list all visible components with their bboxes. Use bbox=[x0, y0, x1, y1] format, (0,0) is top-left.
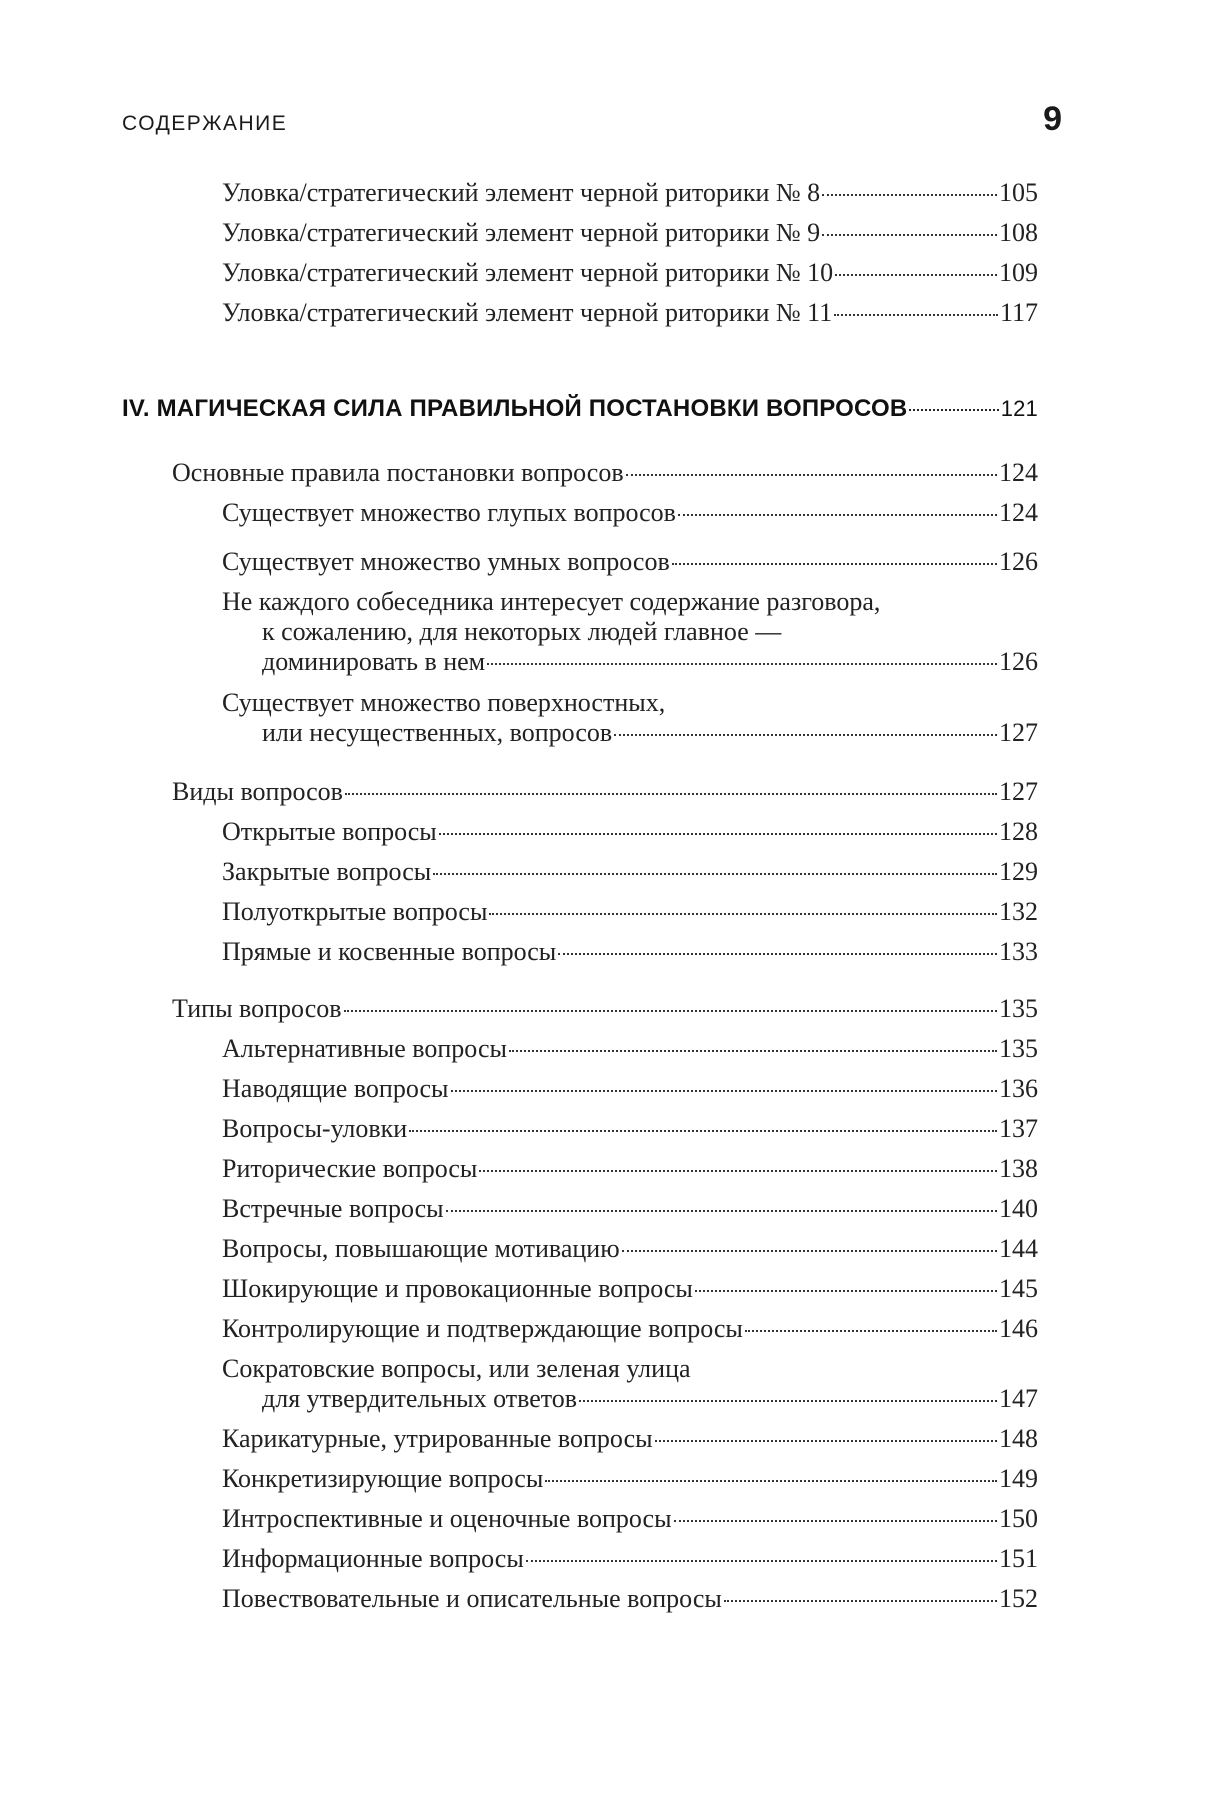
toc-page-ref: 138 bbox=[999, 1154, 1038, 1183]
dot-leader bbox=[835, 274, 997, 276]
dot-leader bbox=[558, 953, 997, 955]
toc-page-ref: 124 bbox=[999, 458, 1038, 487]
dot-leader bbox=[626, 474, 997, 476]
toc-entry[interactable]: Уловка/стратегический элемент черной риторики № 11 117 bbox=[222, 298, 1038, 327]
toc-entry[interactable]: Интроспективные и оценочные вопросы 150 bbox=[222, 1504, 1038, 1533]
toc-entry[interactable]: Шокирующие и провокационные вопросы 145 bbox=[222, 1274, 1038, 1303]
toc-page-ref: 145 bbox=[999, 1274, 1038, 1303]
toc-page-ref: 151 bbox=[999, 1544, 1038, 1573]
toc-page-ref: 129 bbox=[999, 857, 1038, 886]
toc-page-ref: 126 bbox=[999, 547, 1038, 576]
toc-entry[interactable]: Существует множество глупых вопросов 124 bbox=[222, 498, 1038, 527]
toc-page-ref: 149 bbox=[999, 1464, 1038, 1493]
toc-page-ref: 124 bbox=[999, 498, 1038, 527]
dot-leader bbox=[674, 1520, 997, 1522]
page-number: 9 bbox=[1043, 100, 1062, 138]
toc-part-heading[interactable]: IV. МАГИЧЕСКАЯ СИЛА ПРАВИЛЬНОЙ ПОСТАНОВКИ ВОПРОСОВ 121 bbox=[122, 395, 1038, 422]
toc-entry[interactable]: Уловка/стратегический элемент черной риторики № 10 109 bbox=[222, 258, 1038, 287]
dot-leader bbox=[545, 1480, 997, 1482]
toc-page-ref: 147 bbox=[999, 1384, 1038, 1413]
toc-page-ref: 144 bbox=[999, 1234, 1038, 1263]
toc-entry[interactable]: Уловка/стратегический элемент черной риторики № 8 105 bbox=[222, 178, 1038, 207]
toc-page-ref: 148 bbox=[999, 1424, 1038, 1453]
toc-section-heading[interactable]: Типы вопросов 135 bbox=[172, 994, 1038, 1023]
toc-page-ref: 152 bbox=[999, 1584, 1038, 1613]
toc-entry[interactable]: Наводящие вопросы 136 bbox=[222, 1074, 1038, 1103]
dot-leader bbox=[695, 1290, 997, 1292]
toc-page-ref: 127 bbox=[999, 777, 1038, 806]
toc-page-ref: 150 bbox=[999, 1504, 1038, 1533]
running-header: СОДЕРЖАНИЕ bbox=[122, 112, 288, 135]
dot-leader bbox=[724, 1600, 997, 1602]
toc-entry[interactable]: Альтернативные вопросы 135 bbox=[222, 1034, 1038, 1063]
toc-entry[interactable]: Встречные вопросы 140 bbox=[222, 1194, 1038, 1223]
toc-entry[interactable]: Карикатурные, утрированные вопросы 148 bbox=[222, 1424, 1038, 1453]
dot-leader bbox=[487, 663, 997, 665]
dot-leader bbox=[678, 514, 997, 516]
toc-page-ref: 127 bbox=[999, 718, 1038, 747]
dot-leader bbox=[489, 913, 997, 915]
toc-entry[interactable]: Закрытые вопросы 129 bbox=[222, 857, 1038, 886]
toc-section-heading[interactable]: Виды вопросов 127 bbox=[172, 777, 1038, 806]
dot-leader bbox=[526, 1560, 997, 1562]
toc-page-ref: 105 bbox=[999, 178, 1038, 207]
toc-entry[interactable]: Уловка/стратегический элемент черной риторики № 9 108 bbox=[222, 218, 1038, 247]
dot-leader bbox=[655, 1440, 997, 1442]
toc-entry[interactable]: Информационные вопросы 151 bbox=[222, 1544, 1038, 1573]
toc-page-ref: 135 bbox=[999, 1034, 1038, 1063]
toc-entry[interactable]: Повествовательные и описательные вопросы 152 bbox=[222, 1584, 1038, 1613]
dot-leader bbox=[614, 734, 997, 736]
toc-entry-multiline[interactable]: Не каждого собеседника интересует содержание разговора, к сожалению, для некоторых людей главное — доминировать в нем 126 bbox=[222, 587, 1038, 676]
toc-page-ref: 128 bbox=[999, 817, 1038, 846]
toc-entry[interactable]: Контролирующие и подтверждающие вопросы 146 bbox=[222, 1314, 1038, 1343]
dot-leader bbox=[509, 1050, 997, 1052]
dot-leader bbox=[745, 1330, 997, 1332]
dot-leader bbox=[433, 873, 997, 875]
dot-leader bbox=[439, 833, 997, 835]
dot-leader bbox=[909, 409, 998, 411]
dot-leader bbox=[344, 1010, 997, 1012]
toc-page-ref: 133 bbox=[999, 937, 1038, 966]
toc-page-ref: 140 bbox=[999, 1194, 1038, 1223]
toc-entry[interactable]: Риторические вопросы 138 bbox=[222, 1154, 1038, 1183]
toc-entry-multiline[interactable]: Сократовские вопросы, или зеленая улица для утвердительных ответов 147 bbox=[222, 1354, 1038, 1413]
dot-leader bbox=[451, 1090, 998, 1092]
toc-entry[interactable]: Полуоткрытые вопросы 132 bbox=[222, 897, 1038, 926]
toc-section-heading[interactable]: Основные правила постановки вопросов 124 bbox=[172, 458, 1038, 487]
toc-page-ref: 135 bbox=[999, 994, 1038, 1023]
toc-entry[interactable]: Существует множество умных вопросов 126 bbox=[222, 547, 1038, 576]
toc-page-ref: 146 bbox=[999, 1314, 1038, 1343]
dot-leader bbox=[822, 234, 997, 236]
toc-entry[interactable]: Конкретизирующие вопросы 149 bbox=[222, 1464, 1038, 1493]
dot-leader bbox=[345, 793, 997, 795]
toc-page-ref: 136 bbox=[999, 1074, 1038, 1103]
toc-entry-multiline[interactable]: Существует множество поверхностных, или несущественных, вопросов 127 bbox=[222, 688, 1038, 747]
toc-page-ref: 109 bbox=[999, 258, 1038, 287]
toc-page-ref: 121 bbox=[1000, 396, 1038, 421]
dot-leader bbox=[672, 563, 997, 565]
toc-entry[interactable]: Открытые вопросы 128 bbox=[222, 817, 1038, 846]
toc-entry[interactable]: Вопросы-уловки 137 bbox=[222, 1114, 1038, 1143]
toc-page-ref: 117 bbox=[999, 298, 1038, 327]
dot-leader bbox=[446, 1210, 997, 1212]
toc-page-ref: 132 bbox=[999, 897, 1038, 926]
toc-page-ref: 108 bbox=[999, 218, 1038, 247]
dot-leader bbox=[579, 1400, 997, 1402]
dot-leader bbox=[409, 1130, 997, 1132]
toc-entry[interactable]: Прямые и косвенные вопросы 133 bbox=[222, 937, 1038, 966]
toc-page-ref: 126 bbox=[999, 647, 1038, 676]
dot-leader bbox=[834, 314, 998, 316]
dot-leader bbox=[479, 1170, 997, 1172]
toc-page-ref: 137 bbox=[999, 1114, 1038, 1143]
dot-leader bbox=[622, 1250, 997, 1252]
dot-leader bbox=[822, 194, 997, 196]
toc-entry[interactable]: Вопросы, повышающие мотивацию 144 bbox=[222, 1234, 1038, 1263]
